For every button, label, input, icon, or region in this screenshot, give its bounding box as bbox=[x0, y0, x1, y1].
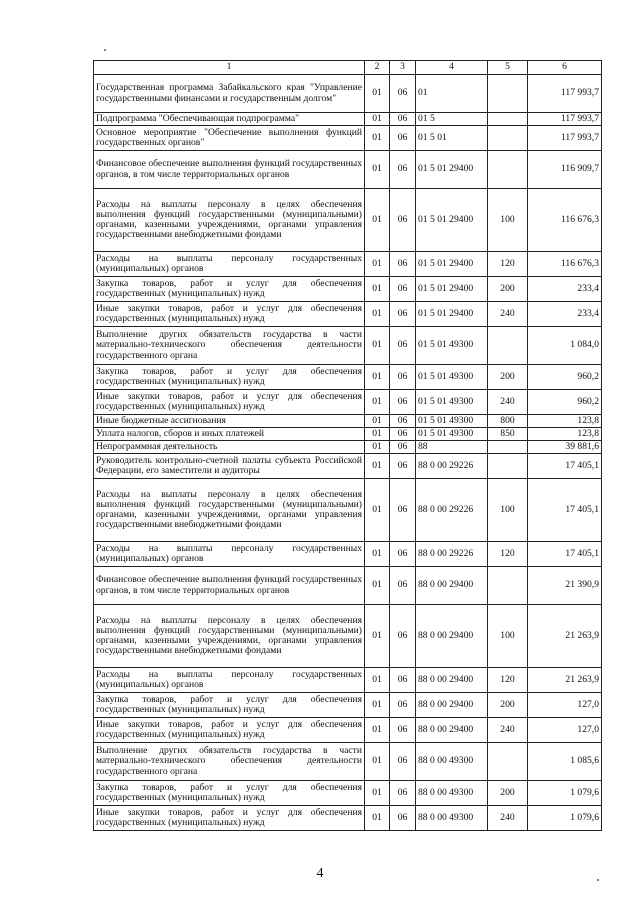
amount-cell: 17 405,1 bbox=[528, 479, 602, 542]
table-row bbox=[94, 428, 602, 441]
table-row bbox=[94, 605, 602, 668]
section-code-cell: 01 bbox=[365, 718, 390, 743]
target-article-cell: 88 0 00 29226 bbox=[416, 479, 488, 542]
scan-speck bbox=[104, 49, 106, 51]
expense-type-cell bbox=[488, 743, 528, 781]
amount-cell: 123,8 bbox=[528, 428, 602, 441]
table-row bbox=[94, 113, 602, 126]
amount-cell: 17 405,1 bbox=[528, 454, 602, 479]
target-article-cell: 01 5 01 49300 bbox=[416, 415, 488, 428]
amount-cell: 1 084,0 bbox=[528, 327, 602, 365]
amount-cell: 127,0 bbox=[528, 718, 602, 743]
section-code-cell: 01 bbox=[365, 743, 390, 781]
section-code-cell: 01 bbox=[365, 302, 390, 327]
section-code-cell: 01 bbox=[365, 189, 390, 252]
amount-cell: 117 993,7 bbox=[528, 126, 602, 151]
subsection-code-cell: 06 bbox=[390, 806, 416, 831]
subsection-code-cell: 06 bbox=[390, 542, 416, 567]
section-code-cell: 01 bbox=[365, 252, 390, 277]
row-label-cell: Закупка товаров, работ и услуг для обеспечения государственных (муниципальных) нужд bbox=[94, 277, 365, 302]
table-row bbox=[94, 302, 602, 327]
amount-cell: 17 405,1 bbox=[528, 542, 602, 567]
target-article-cell: 01 5 01 29400 bbox=[416, 302, 488, 327]
expense-type-cell bbox=[488, 75, 528, 113]
target-article-cell: 88 0 00 49300 bbox=[416, 781, 488, 806]
subsection-code-cell: 06 bbox=[390, 454, 416, 479]
expense-type-cell: 800 bbox=[488, 415, 528, 428]
table-row bbox=[94, 390, 602, 415]
expense-type-cell: 240 bbox=[488, 806, 528, 831]
amount-cell: 117 993,7 bbox=[528, 75, 602, 113]
amount-cell: 116 676,3 bbox=[528, 189, 602, 252]
section-code-cell: 01 bbox=[365, 806, 390, 831]
section-code-cell: 01 bbox=[365, 693, 390, 718]
amount-cell: 1 079,6 bbox=[528, 806, 602, 831]
target-article-cell: 88 bbox=[416, 441, 488, 454]
amount-cell: 127,0 bbox=[528, 693, 602, 718]
table-row bbox=[94, 479, 602, 542]
row-label-cell: Закупка товаров, работ и услуг для обеспечения государственных (муниципальных) нужд bbox=[94, 365, 365, 390]
section-code-cell: 01 bbox=[365, 479, 390, 542]
header-cell: 2 bbox=[365, 61, 390, 75]
target-article-cell: 01 5 01 29400 bbox=[416, 252, 488, 277]
target-article-cell: 01 5 01 49300 bbox=[416, 390, 488, 415]
subsection-code-cell: 06 bbox=[390, 479, 416, 542]
subsection-code-cell: 06 bbox=[390, 75, 416, 113]
row-label-cell: Расходы на выплаты персоналу государственных (муниципальных) органов bbox=[94, 252, 365, 277]
subsection-code-cell: 06 bbox=[390, 277, 416, 302]
expense-type-cell: 200 bbox=[488, 693, 528, 718]
section-code-cell: 01 bbox=[365, 327, 390, 365]
subsection-code-cell: 06 bbox=[390, 365, 416, 390]
section-code-cell: 01 bbox=[365, 454, 390, 479]
subsection-code-cell: 06 bbox=[390, 252, 416, 277]
section-code-cell: 01 bbox=[365, 75, 390, 113]
table-row bbox=[94, 693, 602, 718]
expense-type-cell: 200 bbox=[488, 781, 528, 806]
header-cell: 4 bbox=[416, 61, 488, 75]
expense-type-cell bbox=[488, 567, 528, 605]
table-row bbox=[94, 718, 602, 743]
section-code-cell: 01 bbox=[365, 126, 390, 151]
row-label-cell: Финансовое обеспечение выполнения функций государственных органов, в том числе территориальных органов bbox=[94, 567, 365, 605]
row-label-cell: Закупка товаров, работ и услуг для обеспечения государственных (муниципальных) нужд bbox=[94, 781, 365, 806]
subsection-code-cell: 06 bbox=[390, 567, 416, 605]
amount-cell: 123,8 bbox=[528, 415, 602, 428]
expense-type-cell: 100 bbox=[488, 479, 528, 542]
target-article-cell: 01 5 01 49300 bbox=[416, 327, 488, 365]
section-code-cell: 01 bbox=[365, 542, 390, 567]
expense-type-cell bbox=[488, 327, 528, 365]
row-label-cell: Уплата налогов, сборов и иных платежей bbox=[94, 428, 365, 441]
expense-type-cell: 240 bbox=[488, 390, 528, 415]
row-label-cell: Непрограммная деятельность bbox=[94, 441, 365, 454]
table-row bbox=[94, 454, 602, 479]
subsection-code-cell: 06 bbox=[390, 390, 416, 415]
row-label-cell: Иные закупки товаров, работ и услуг для обеспечения государственных (муниципальных) нужд bbox=[94, 302, 365, 327]
target-article-cell: 88 0 00 29226 bbox=[416, 542, 488, 567]
table-row bbox=[94, 75, 602, 113]
expense-type-cell: 100 bbox=[488, 189, 528, 252]
expense-type-cell: 100 bbox=[488, 605, 528, 668]
section-code-cell: 01 bbox=[365, 277, 390, 302]
amount-cell: 960,2 bbox=[528, 390, 602, 415]
row-label-cell: Закупка товаров, работ и услуг для обеспечения государственных (муниципальных) нужд bbox=[94, 693, 365, 718]
section-code-cell: 01 bbox=[365, 365, 390, 390]
amount-cell: 1 085,6 bbox=[528, 743, 602, 781]
section-code-cell: 01 bbox=[365, 441, 390, 454]
subsection-code-cell: 06 bbox=[390, 428, 416, 441]
subsection-code-cell: 06 bbox=[390, 327, 416, 365]
row-label-cell: Выполнение других обязательств государства в части материально-технического обеспечения деятельности государственного органа bbox=[94, 327, 365, 365]
table-row bbox=[94, 668, 602, 693]
amount-cell: 233,4 bbox=[528, 302, 602, 327]
expense-type-cell bbox=[488, 441, 528, 454]
row-label-cell: Расходы на выплаты персоналу государственных (муниципальных) органов bbox=[94, 668, 365, 693]
table-row bbox=[94, 743, 602, 781]
subsection-code-cell: 06 bbox=[390, 126, 416, 151]
table-row bbox=[94, 327, 602, 365]
amount-cell: 39 881,6 bbox=[528, 441, 602, 454]
section-code-cell: 01 bbox=[365, 605, 390, 668]
table-row bbox=[94, 252, 602, 277]
expense-type-cell: 120 bbox=[488, 542, 528, 567]
amount-cell: 1 079,6 bbox=[528, 781, 602, 806]
expense-type-cell: 850 bbox=[488, 428, 528, 441]
table-row bbox=[94, 806, 602, 831]
target-article-cell: 88 0 00 29400 bbox=[416, 567, 488, 605]
expense-type-cell: 120 bbox=[488, 668, 528, 693]
target-article-cell: 88 0 00 49300 bbox=[416, 743, 488, 781]
scan-speck bbox=[597, 879, 599, 881]
subsection-code-cell: 06 bbox=[390, 113, 416, 126]
table-row bbox=[94, 567, 602, 605]
table-row bbox=[94, 415, 602, 428]
row-label-cell: Государственная программа Забайкальского края "Управление государственными финансами и государственным долгом" bbox=[94, 75, 365, 113]
header-row bbox=[94, 61, 602, 75]
amount-cell: 21 263,9 bbox=[528, 605, 602, 668]
row-label-cell: Расходы на выплаты персоналу в целях обеспечения выполнения функций государственными (муниципальными) органами, казенными учреждениями, органами управления государственными внебюджетными фондами bbox=[94, 189, 365, 252]
table-row bbox=[94, 126, 602, 151]
expense-type-cell: 200 bbox=[488, 365, 528, 390]
amount-cell: 21 263,9 bbox=[528, 668, 602, 693]
amount-cell: 116 909,7 bbox=[528, 151, 602, 189]
table-row bbox=[94, 441, 602, 454]
row-label-cell: Выполнение других обязательств государства в части материально-технического обеспечения деятельности государственного органа bbox=[94, 743, 365, 781]
subsection-code-cell: 06 bbox=[390, 668, 416, 693]
expense-type-cell: 120 bbox=[488, 252, 528, 277]
subsection-code-cell: 06 bbox=[390, 718, 416, 743]
section-code-cell: 01 bbox=[365, 113, 390, 126]
target-article-cell: 88 0 00 29400 bbox=[416, 718, 488, 743]
expense-type-cell bbox=[488, 151, 528, 189]
subsection-code-cell: 06 bbox=[390, 693, 416, 718]
row-label-cell: Иные бюджетные ассигнования bbox=[94, 415, 365, 428]
row-label-cell: Расходы на выплаты персоналу в целях обеспечения выполнения функций государственными (муниципальными) органами, казенными учреждениями, органами управления государственными внебюджетными фондами bbox=[94, 605, 365, 668]
subsection-code-cell: 06 bbox=[390, 743, 416, 781]
section-code-cell: 01 bbox=[365, 781, 390, 806]
expense-type-cell: 240 bbox=[488, 302, 528, 327]
target-article-cell: 88 0 00 49300 bbox=[416, 806, 488, 831]
subsection-code-cell: 06 bbox=[390, 151, 416, 189]
row-label-cell: Иные закупки товаров, работ и услуг для обеспечения государственных (муниципальных) нужд bbox=[94, 806, 365, 831]
table-row bbox=[94, 151, 602, 189]
expense-type-cell: 200 bbox=[488, 277, 528, 302]
amount-cell: 21 390,9 bbox=[528, 567, 602, 605]
subsection-code-cell: 06 bbox=[390, 189, 416, 252]
header-cell: 6 bbox=[528, 61, 602, 75]
target-article-cell: 01 5 01 29400 bbox=[416, 151, 488, 189]
budget-table bbox=[93, 60, 602, 831]
section-code-cell: 01 bbox=[365, 151, 390, 189]
amount-cell: 233,4 bbox=[528, 277, 602, 302]
target-article-cell: 01 5 01 29400 bbox=[416, 189, 488, 252]
row-label-cell: Иные закупки товаров, работ и услуг для обеспечения государственных (муниципальных) нужд bbox=[94, 390, 365, 415]
amount-cell: 960,2 bbox=[528, 365, 602, 390]
target-article-cell: 01 5 bbox=[416, 113, 488, 126]
row-label-cell: Основное мероприятие "Обеспечение выполнения функций государственных органов" bbox=[94, 126, 365, 151]
target-article-cell: 01 5 01 bbox=[416, 126, 488, 151]
expense-type-cell bbox=[488, 113, 528, 126]
section-code-cell: 01 bbox=[365, 567, 390, 605]
table-row bbox=[94, 542, 602, 567]
expense-type-cell bbox=[488, 454, 528, 479]
subsection-code-cell: 06 bbox=[390, 302, 416, 327]
row-label-cell: Иные закупки товаров, работ и услуг для обеспечения государственных (муниципальных) нужд bbox=[94, 718, 365, 743]
subsection-code-cell: 06 bbox=[390, 781, 416, 806]
expense-type-cell: 240 bbox=[488, 718, 528, 743]
expense-type-cell bbox=[488, 126, 528, 151]
section-code-cell: 01 bbox=[365, 390, 390, 415]
table-body bbox=[94, 75, 602, 831]
target-article-cell: 88 0 00 29400 bbox=[416, 605, 488, 668]
target-article-cell: 88 0 00 29400 bbox=[416, 668, 488, 693]
table-row bbox=[94, 781, 602, 806]
subsection-code-cell: 06 bbox=[390, 605, 416, 668]
target-article-cell: 01 5 01 49300 bbox=[416, 365, 488, 390]
header-cell: 3 bbox=[390, 61, 416, 75]
table-row bbox=[94, 277, 602, 302]
row-label-cell: Расходы на выплаты персоналу в целях обеспечения выполнения функций государственными (муниципальными) органами, казенными учреждениями, органами управления государственными внебюджетными фондами bbox=[94, 479, 365, 542]
amount-cell: 116 676,3 bbox=[528, 252, 602, 277]
target-article-cell: 88 0 00 29226 bbox=[416, 454, 488, 479]
page-number: 4 bbox=[316, 866, 324, 881]
table-row bbox=[94, 189, 602, 252]
target-article-cell: 01 bbox=[416, 75, 488, 113]
row-label-cell: Финансовое обеспечение выполнения функций государственных органов, в том числе территориальных органов bbox=[94, 151, 365, 189]
target-article-cell: 88 0 00 29400 bbox=[416, 693, 488, 718]
header-cell: 5 bbox=[488, 61, 528, 75]
row-label-cell: Подпрограмма "Обеспечивающая подпрограмма" bbox=[94, 113, 365, 126]
table-row bbox=[94, 365, 602, 390]
section-code-cell: 01 bbox=[365, 668, 390, 693]
target-article-cell: 01 5 01 29400 bbox=[416, 277, 488, 302]
section-code-cell: 01 bbox=[365, 428, 390, 441]
target-article-cell: 01 5 01 49300 bbox=[416, 428, 488, 441]
subsection-code-cell: 06 bbox=[390, 441, 416, 454]
header-cell: 1 bbox=[94, 61, 365, 75]
section-code-cell: 01 bbox=[365, 415, 390, 428]
row-label-cell: Руководитель контрольно-счетной палаты субъекта Российской Федерации, его заместители и аудиторы bbox=[94, 454, 365, 479]
subsection-code-cell: 06 bbox=[390, 415, 416, 428]
row-label-cell: Расходы на выплаты персоналу государственных (муниципальных) органов bbox=[94, 542, 365, 567]
amount-cell: 117 993,7 bbox=[528, 113, 602, 126]
